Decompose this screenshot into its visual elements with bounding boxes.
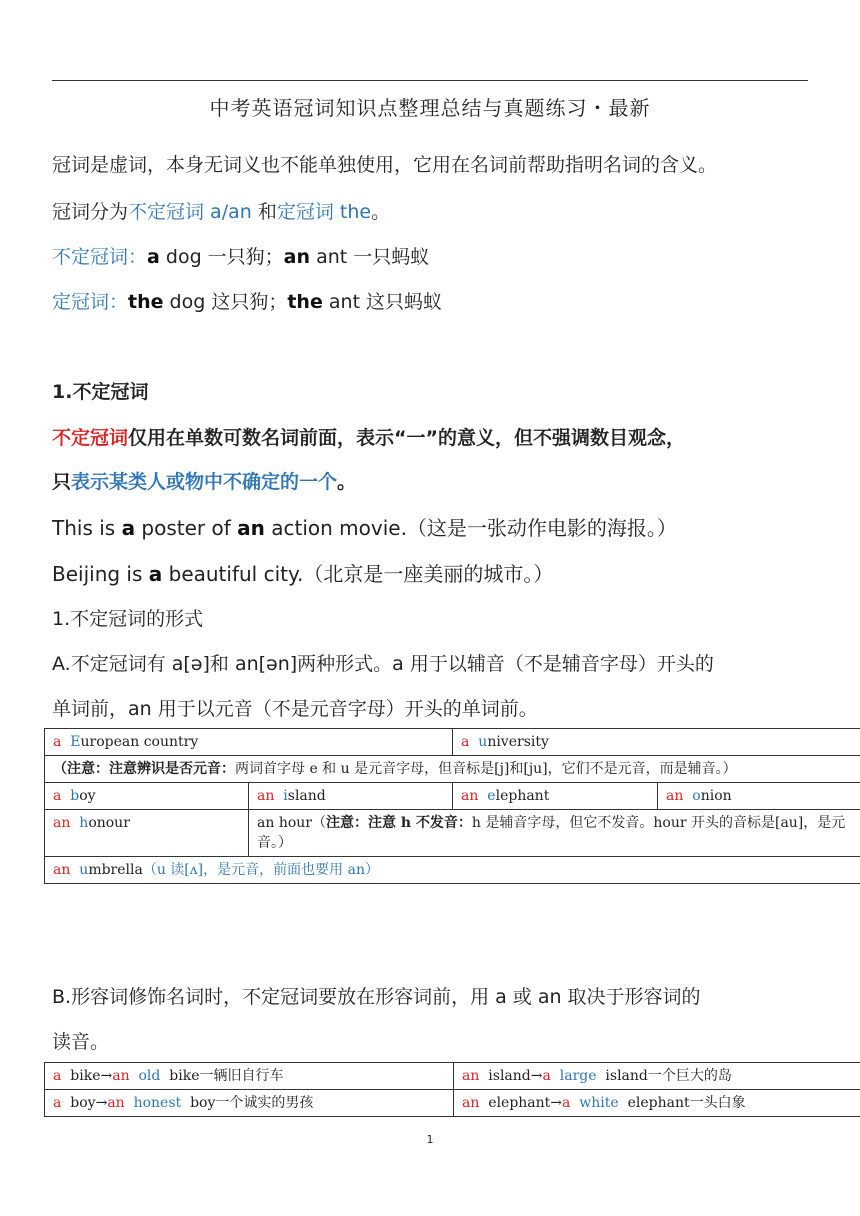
text: 只 <box>52 471 72 493</box>
text: 。 <box>371 201 391 223</box>
table-cell <box>453 783 658 810</box>
arrow: → <box>100 1068 113 1084</box>
word-rest: nion <box>700 788 732 804</box>
header-rule <box>52 80 808 81</box>
article: an <box>53 815 71 831</box>
text: dog 这只狗； <box>163 291 288 313</box>
text: ant 一只蚂蚁 <box>310 246 430 268</box>
translation: 一个巨大的岛 <box>647 1068 732 1084</box>
indefinite-article-term: 不定冠词 a/an <box>128 201 252 223</box>
table-row <box>45 783 860 810</box>
table-cell <box>45 729 453 756</box>
table-row <box>45 1063 860 1090</box>
intro-line-3 <box>52 242 429 269</box>
table-cell <box>45 810 249 857</box>
table-cell <box>249 783 453 810</box>
first-letter: b <box>70 788 80 804</box>
table-cell <box>249 810 860 857</box>
word-rest: mbrella <box>88 862 143 878</box>
definition-line-1 <box>52 423 685 450</box>
arrow: → <box>95 1095 108 1111</box>
adjective: old <box>138 1068 161 1084</box>
noun: bike <box>169 1068 200 1084</box>
table-note <box>45 756 860 783</box>
text: poster of <box>135 516 238 540</box>
subheading: 1.不定冠词的形式 <box>52 608 204 630</box>
table-row <box>45 1090 860 1117</box>
article: a <box>562 1095 571 1111</box>
example-1 <box>52 512 677 541</box>
intro-line-4 <box>52 287 442 314</box>
first-letter: i <box>283 788 288 804</box>
label: 不定冠词： <box>52 246 148 268</box>
first-letter: u <box>79 862 89 878</box>
rule-B-line-1: B.形容词修饰名词时，不定冠词要放在形容词前，用 a 或 an 取决于形容词的 <box>52 986 701 1008</box>
rule-B-line-2: 读音。 <box>52 1031 110 1053</box>
word-rest: sland <box>287 788 326 804</box>
translation: 一头白象 <box>689 1095 746 1111</box>
text: 。 <box>337 471 357 493</box>
article: a <box>53 734 62 750</box>
table-cell <box>658 783 860 810</box>
article: a <box>53 788 62 804</box>
text: an hour（ <box>257 815 326 831</box>
noun: island <box>488 1068 531 1084</box>
note-label: （注意：注意辨识是否元音： <box>53 761 235 777</box>
table-row <box>45 729 860 756</box>
table-row <box>45 756 860 783</box>
noun: boy <box>190 1095 216 1111</box>
table-cell <box>45 1090 454 1117</box>
noun: bike <box>70 1068 101 1084</box>
arrow: → <box>530 1068 543 1084</box>
noun: elephant <box>627 1095 690 1111</box>
first-letter: E <box>70 734 81 750</box>
text: 仅用在单数可数名词前面，表示“一”的意义，但不强调数目观念， <box>128 427 685 449</box>
noun: island <box>605 1068 648 1084</box>
translation: 一个诚实的男孩 <box>215 1095 314 1111</box>
table-row <box>45 857 860 884</box>
section-heading: 1.不定冠词 <box>52 381 149 403</box>
table-cell <box>454 1063 860 1090</box>
rule-A-line-2: 单词前，an 用于以元音（不是元音字母）开头的单词前。 <box>52 698 538 720</box>
definition-line-2 <box>52 467 356 494</box>
term: 不定冠词 <box>52 427 129 449</box>
first-letter: h <box>79 815 89 831</box>
article: a <box>461 734 470 750</box>
page-title: 中考英语冠词知识点整理总结与真题练习・最新 <box>209 96 651 120</box>
table-adjective-examples <box>44 1062 860 1117</box>
text: ant 这只蚂蚁 <box>322 291 443 313</box>
article: an <box>112 1068 130 1084</box>
page-number: 1 <box>426 1133 434 1146</box>
article: the <box>128 291 164 313</box>
first-letter: o <box>692 788 701 804</box>
article: an <box>462 1095 480 1111</box>
text: 和 <box>251 201 277 223</box>
translation: 一辆旧自行车 <box>199 1068 284 1084</box>
word-rest: niversity <box>487 734 549 750</box>
first-letter: u <box>478 734 488 750</box>
article: an <box>283 246 311 268</box>
adjective: white <box>579 1095 619 1111</box>
noun: elephant <box>488 1095 551 1111</box>
article: an <box>666 788 684 804</box>
word-rest: oy <box>79 788 96 804</box>
article: a <box>147 246 160 268</box>
text: This is <box>52 516 122 540</box>
example-2 <box>52 558 553 587</box>
note-text: 两词首字母 e 和 u 是元音字母，但音标是[j]和[ju]，它们不是元音，而是辅音。） <box>235 761 737 777</box>
table-cell <box>453 729 860 756</box>
article: a <box>53 1095 62 1111</box>
article: the <box>287 291 323 313</box>
definite-article-term: 定冠词 the <box>276 201 372 223</box>
noun: boy <box>70 1095 96 1111</box>
arrow: → <box>550 1095 563 1111</box>
table-cell <box>454 1090 860 1117</box>
term: 表示某类人或物中不确定的一个 <box>71 471 338 493</box>
article: an <box>461 788 479 804</box>
word-rest: uropean country <box>80 734 199 750</box>
table-row <box>45 810 860 857</box>
article: a <box>53 1068 62 1084</box>
article: a <box>121 516 136 540</box>
note-label: 注意：注意 h 不发音： <box>325 815 472 831</box>
rule-A-line-1: A.不定冠词有 a[ə]和 an[ən]两种形式。a 用于以辅音（不是辅音字母）开头的 <box>52 653 714 675</box>
word-rest: onour <box>88 815 130 831</box>
text: dog 一只狗； <box>159 246 284 268</box>
label: 定冠词： <box>52 291 129 313</box>
table-cell <box>45 857 860 884</box>
first-letter: e <box>487 788 496 804</box>
article: a <box>542 1068 551 1084</box>
table-cell <box>45 783 249 810</box>
article: an <box>257 788 275 804</box>
note-text: （u 读[ʌ]，是元音，前面也要用 an） <box>142 862 379 878</box>
text: 冠词分为 <box>52 201 129 223</box>
adjective: honest <box>133 1095 182 1111</box>
article: an <box>53 862 71 878</box>
adjective: large <box>559 1068 597 1084</box>
note-text: h 是辅音字母，但它不发音。hour 开头的音标是[au]，是元音。） <box>257 815 846 851</box>
word-rest: lephant <box>495 788 550 804</box>
article: a <box>148 562 163 586</box>
table-cell <box>45 1063 454 1090</box>
intro-line-1: 冠词是虚词，本身无词义也不能单独使用，它用在名词前帮助指明名词的含义。 <box>52 154 718 176</box>
text: Beijing is <box>52 562 149 586</box>
article: an <box>107 1095 125 1111</box>
text: beautiful city.（北京是一座美丽的城市。） <box>162 562 554 586</box>
article: an <box>462 1068 480 1084</box>
text: action movie.（这是一张动作电影的海报。） <box>264 516 677 540</box>
article: an <box>237 516 265 540</box>
intro-line-2 <box>52 197 390 224</box>
table-vowel-sounds <box>44 728 860 884</box>
